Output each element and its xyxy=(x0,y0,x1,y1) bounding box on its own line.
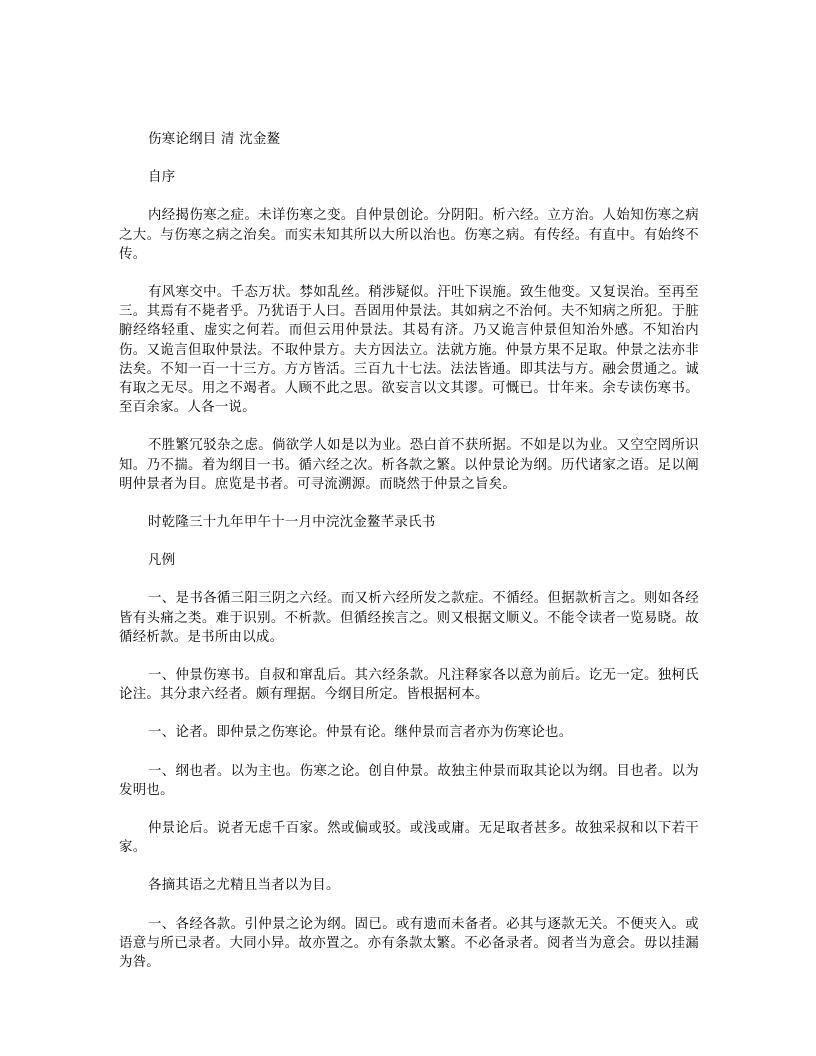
section-heading-conventions: 凡例 xyxy=(148,553,176,569)
paragraph: 一、是书各循三阳三阴之六经。而又析六经所发之款症。不循经。但据款析言之。则如各经皆有头痛之类。难于识别。不析款。但循经挨言之。则又根据文顺义。不能令读者一览易晓。故循经析款。是书所由以成。 xyxy=(119,591,699,645)
paragraph: 一、各经各款。引仲景之论为纲。固已。或有遗而未备者。必其与逐款无关。不便夹入。或语意与所已录者。大同小异。故亦置之。亦有条款太繁。不必备录者。阅者当为意会。毋以挂漏为咎。 xyxy=(119,916,699,971)
paragraph: 一、论者。即仲景之伤寒论。仲景有论。继仲景而言者亦为伤寒论也。 xyxy=(148,725,573,741)
paragraph: 各摘其语之尤精且当者以为目。 xyxy=(148,878,340,894)
paragraph: 不胜繁冗驳杂之虑。倘欲学人如是以为业。恐白首不获所据。不如是以为业。又空空罔所识知。乃不揣。着为纲目一书。循六经之次。析各款之繁。以仲景论为纲。历代诸家之语。足以阐明仲景者为目。庶览是书者。可寻流溯源。而晓然于仲景之旨矣。 xyxy=(119,438,699,492)
paragraph: 内经揭伤寒之症。未详伤寒之变。自仲景创论。分阴阳。析六经。立方治。人始知伤寒之病之大。与伤寒之病之治矣。而实未知其所以大所以治也。伤寒之病。有传经。有直中。有始终不传。 xyxy=(119,208,699,262)
paragraph: 一、仲景伤寒书。自叔和窜乱后。其六经条款。凡注释家各以意为前后。讫无一定。独柯氏论注。其分隶六经者。颇有理据。今纲目所定。皆根据柯本。 xyxy=(119,668,699,703)
document-body xyxy=(119,130,699,991)
paragraph: 一、纲也者。以为主也。伤寒之论。创自仲景。故独主仲景而取其论以为纲。目也者。以为发明也。 xyxy=(119,763,699,798)
paragraph: 有风寒交中。千态万状。棼如乱丝。稍涉疑似。汗吐下误施。致生他变。又复误治。至再至三。其焉有不毙者乎。乃犹语于人曰。吾固用仲景法。其如病之不治何。夫不知病之所犯。于脏腑经络轻重、虚实之何若。而但云用仲景法。其曷有济。乃又诡言仲景但知治外感。不知治内伤。又诡言但取仲景法。不取仲景方。夫方因法立。法就方施。仲景方果不足取。仲景之法亦非法矣。不知一百一十三方。方方皆活。三百九十七法。法法皆通。即其法与方。融会贯通之。诚有取之无尽。用之不竭者。人顾不此之思。欲妄言以文其谬。可慨已。廿年来。余专读伤寒书。至百余家。人各一说。 xyxy=(119,285,699,416)
document-title: 伤寒论纲目 清 沈金鳌 xyxy=(148,132,281,147)
paragraph: 仲景论后。说者无虑千百家。然或偏或驳。或浅或庸。无足取者甚多。故独采叔和以下若干家。 xyxy=(119,821,699,856)
preface-signature: 时乾隆三十九年甲午十一月中浣沈金鳌芊录氏书 xyxy=(148,515,436,531)
section-heading-preface: 自序 xyxy=(148,170,176,186)
